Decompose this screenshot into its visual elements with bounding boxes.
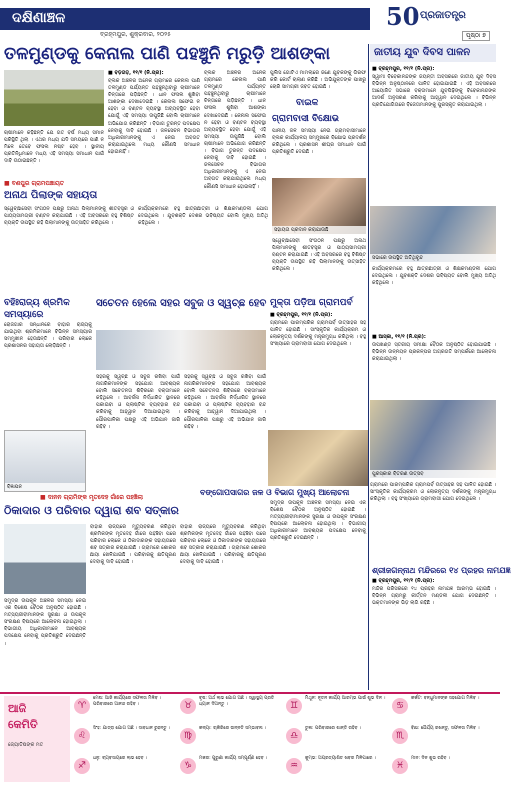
row2-mid-body: ସହରକୁ ସ୍ୱଚ୍ଛ ଓ ସବୁଜ ରଖିବା ପାଇଁ ନାଗରିକମାନଙ୍କ ସହଯୋଗ ଆବଶ୍ୟକ ବୋଲି ସଚେତନତା ଶିବିରରେ ବକ୍ତାମାନେ କହିଥିଲେ । ଆବର୍ଜନା ନିର୍ଦ୍ଧାରିତ ସ୍ଥାନରେ ପକାଇବା ଓ ପ୍ଲାଷ୍ଟିକ ବ୍ୟବହାର ବନ୍ଦ କରିବାକୁ ଆହ୍ୱାନ ଦିଆଯାଇଥିଲା । ପୌରପାଳିକା ପକ୍ଷରୁ ଏହି ଅଭିଯାନ ଜାରି ରହିବ ।	[96, 374, 180, 430]
masthead	[0, 0, 500, 40]
right-column-headline: ଜାତୀୟ ଯୁବ ଦିବସ ପାଳନ	[370, 44, 496, 62]
right-body-3: ଉପଖଣ୍ଡ ସ୍ତରୀୟ ସମୀକ୍ଷା ବୈଠକ ଅନୁଷ୍ଠିତ ହୋଇଯାଇଛି । ବିଭିନ୍ନ ଉନ୍ନୟନ ପ୍ରକଳ୍ପର ଅଗ୍ରଗତି ସମ୍ପର୍କରେ ଆଲୋଚନା କରାଯାଇଥିଲା ।	[372, 342, 496, 363]
astrology-title-1: ଆଜି	[8, 702, 27, 715]
aries-icon: ♈	[74, 698, 90, 714]
row2-left-body: ରୋଜଗାର ସନ୍ଧାନରେ ବାହାର ରାଜ୍ୟକୁ ଯାଇଥିବା ଶ୍ରମିକମାନେ ବିଭିନ୍ନ ସମସ୍ୟାର ସମ୍ମୁଖୀନ ହେଉଛନ୍ତି । ପରିବାର ଲୋକେ ପ୍ରଶାସନର ସହାୟତା ଲୋଡ଼ିଛନ୍ତି ।	[4, 322, 92, 350]
mid-body: ସ୍ୱେଚ୍ଛାସେବୀ ସଂଗଠନ ପକ୍ଷରୁ ଅନାଥ ପିଲାମାନଙ୍କୁ ଶୀତବସ୍ତ୍ର ଓ ପାଠ୍ୟସାମଗ୍ରୀ ବଣ୍ଟନ କରାଯାଇଛି । ଏହି ଅବସରରେ ବହୁ ବିଶିଷ୍ଟ ବ୍ୟକ୍ତି ଉପସ୍ଥିତ ରହି ପିଲାମାନଙ୍କୁ ଉତ୍ସାହିତ କରିଥିଲେ ।	[4, 206, 134, 227]
gemini-icon: ♊	[286, 698, 302, 714]
people-caption: ସହାୟତା ପ୍ରଦାନ କରାଯାଉଛି	[272, 226, 366, 234]
sagittarius-icon: ♐	[74, 758, 90, 774]
hall-caption: ସଭାରେ ଉପସ୍ଥିତ ଅତିଥିବୃନ୍ଦ	[370, 254, 496, 262]
row3-mid-headline: ବଙ୍ଗୋପସାଗର ଜଳ ଓ ବିଭାଗ ମୁଖ୍ୟ ଆଲୋଚନା	[200, 488, 350, 497]
row3-body: ବାହାର ରାଜ୍ୟରେ ମୃତ୍ୟୁବରଣ କରିଥିବା ଶ୍ରମିକଙ୍କ ମୃତଦେହ ଗାଁରେ ପହଞ୍ଚିବା ପରେ ପରିବାର ଲୋକେ ଓ ଠିକାଦାରଙ୍କ ସହାୟତାରେ ଶବ ସତ୍କାର କରାଯାଇଛି । ଗ୍ରାମରେ ଶୋକର ଛାୟା ଖେଳିଯାଇଛି । ପରିବାରକୁ କ୍ଷତିପୂରଣ ଦେବାକୁ ଦାବି ହୋଇଛି ।	[90, 524, 176, 566]
astrology-title-2: କେମିତି	[8, 718, 38, 731]
taurus-icon: ♉	[180, 698, 196, 714]
paper-name: ପ୍ରଜାତନ୍ତ୍ର	[420, 10, 466, 21]
crime-body: ପୁଲିସ ଗୋଟିଏ ମାମଲାରେ ଜଣେ ଯୁବକଙ୍କୁ ଗିରଫ କରି କୋର୍ଟ ଚାଲାଣ କରିଛି । ଅଭିଯୁକ୍ତଙ୍କ ପାଖରୁ ଚୋରି ସାମଗ୍ରୀ ଜବତ ହୋଇଛି ।	[270, 70, 366, 91]
scorpio-icon: ♏	[392, 728, 408, 744]
sign-scorpio	[392, 726, 493, 754]
sign-taurus	[180, 696, 281, 724]
group-photo	[268, 430, 368, 486]
row2-byline: ■ ବ୍ରହ୍ମପୁର, ୧୧/୧ (ନି.ପ୍ର):	[270, 312, 333, 318]
row3-right-headline: ଶ୍ରୀଜଗନ୍ନାଥ ମନ୍ଦିରରେ ୧୪ ପ୍ରହର ନାମଯଜ୍ଞ	[372, 566, 511, 575]
jubilee-logo: 50	[386, 2, 420, 31]
row2-mid-headline: ସଚେତନ ହେଲେ ସହର ସବୁଜ ଓ ସ୍ୱଚ୍ଛ ହେବ	[96, 298, 267, 309]
row3-headline: ଠିକାଦାର ଓ ପରିବାର ଦ୍ୱାରା ଶବ ସତ୍କାର	[4, 504, 179, 517]
sign-text: ମକର: ପୁରୁଣା କାର୍ଯ୍ୟ ସମ୍ପୂର୍ଣ୍ଣ ହେବ ।	[199, 756, 268, 761]
row2-left-headline-2: ସମସ୍ୟାରେ	[4, 310, 44, 320]
astrology-subtitle: ଜ୍ୟୋତିଷଙ୍କ ମତ	[8, 742, 44, 748]
promo-caption: ବିଜ୍ଞାପନ	[5, 483, 85, 491]
sign-cancer	[392, 696, 493, 724]
page-number: ପୃଷ୍ଠା ୭	[462, 31, 490, 41]
row3-byline: ■ ବ୍ରହ୍ମପୁର, ୧୧/୧ (ନି.ପ୍ର):	[372, 578, 435, 584]
sign-libra	[286, 726, 387, 754]
row3-right-body: ମନ୍ଦିର ପରିସରରେ ୧୪ ପ୍ରହର ନାମଯଜ୍ଞ ଆରମ୍ଭ ହୋଇଛି । ବିଭିନ୍ନ ଗ୍ରାମରୁ କୀର୍ତ୍ତନ ମଣ୍ଡଳୀ ଯୋଗ ଦେଇଛନ୍ତି । ଭକ୍ତମାନଙ୍କ ଭିଡ଼ ଲାଗି ରହିଛି ।	[372, 586, 496, 607]
sign-text: ଧନୁ: ବ୍ୟବସାୟରେ ଲାଭ ହେବ ।	[93, 756, 148, 761]
ceremony-photo	[370, 400, 496, 478]
sign-aries	[74, 696, 175, 724]
aquarius-icon: ♒	[286, 758, 302, 774]
row3-body-2: ସମୁଦ୍ର ଉପକୂଳ ଅଞ୍ଚଳର ସମସ୍ୟା ନେଇ ଏକ ବିଶେଷ ବୈଠକ ଅନୁଷ୍ଠିତ ହୋଇଛି । ମତ୍ସ୍ୟଜୀବୀମାନଙ୍କ ସୁରକ୍ଷା ଓ ଉପକୂଳ ସଂରକ୍ଷଣ ବିଷୟରେ ଆଲୋଚନା ହୋଇଥିଲା । ବିଭାଗୀୟ ଅଧିକାରୀମାନେ ଆବଶ୍ୟକ ପଦକ୍ଷେପ ନେବାକୁ ପ୍ରତିଶ୍ରୁତି ଦେଇଛନ୍ତି ।	[4, 598, 86, 647]
sign-text: ମୀନ: ଦିନ ଶୁଭ ରହିବ ।	[411, 756, 450, 761]
mid-body-3: ସ୍ୱେଚ୍ଛାସେବୀ ସଂଗଠନ ପକ୍ଷରୁ ଅନାଥ ପିଲାମାନଙ୍କୁ ଶୀତବସ୍ତ୍ର ଓ ପାଠ୍ୟସାମଗ୍ରୀ ବଣ୍ଟନ କରାଯାଇଛି । ଏହି ଅବସରରେ ବହୁ ବିଶିଷ୍ଟ ବ୍ୟକ୍ତି ଉପସ୍ଥିତ ରହି ପିଲାମାନଙ୍କୁ ଉତ୍ସାହିତ କରିଥିଲେ ।	[272, 238, 366, 273]
row3-mid-body: ସମୁଦ୍ର ଉପକୂଳ ଅଞ୍ଚଳର ସମସ୍ୟା ନେଇ ଏକ ବିଶେଷ ବୈଠକ ଅନୁଷ୍ଠିତ ହୋଇଛି । ମତ୍ସ୍ୟଜୀବୀମାନଙ୍କ ସୁରକ୍ଷା ଓ ଉପକୂଳ ସଂରକ୍ଷଣ ବିଷୟରେ ଆଲୋଚନା ହୋଇଥିଲା । ବିଭାଗୀୟ ଅଧିକାରୀମାନେ ଆବଶ୍ୟକ ପଦକ୍ଷେପ ନେବାକୁ ପ୍ରତିଶ୍ରୁତି ଦେଇଛନ୍ତି ।	[270, 500, 366, 542]
mid-headline: ଅନାଥ ପିଲାଙ୍କ ସହାୟତା	[4, 190, 98, 201]
mid-label: ■ ବଣପୁର ଗ୍ରାମପଞ୍ଚାୟତ	[4, 180, 65, 187]
sub-head-bike: ବାଇକ	[296, 98, 319, 108]
right-body-2: କାର୍ଯ୍ୟକ୍ରମରେ ବହୁ ଛାତ୍ରଛାତ୍ରୀ ଓ ଶିକ୍ଷକମଣ୍ଡଳୀ ଯୋଗ ଦେଇଥିଲେ । ଯୁବଶକ୍ତି ଦେଶର ଭବିଷ୍ୟତ ବୋଲି ମୁଖ୍ୟ ଅତିଥି କହିଥିଲେ ।	[372, 266, 496, 287]
sign-text: କୁମ୍ଭ: ଅପ୍ରତ୍ୟାଶିତ ଖବର ମିଳିପାରେ ।	[305, 756, 376, 761]
section-band	[0, 8, 370, 30]
sign-text: ମେଷ: ଆଜି କାର୍ଯ୍ୟରେ ସଫଳତା ମିଳିବ । ପରିବାରରେ ଆନନ୍ଦ ରହିବ ।	[93, 696, 162, 707]
sub-head-protest: ଗ୍ରାମବାସୀ ବିକ୍ଷୋଭ	[272, 114, 340, 124]
dateline	[0, 30, 500, 40]
section-title: ଦକ୍ଷିଣାଞ୍ଚଳ	[12, 10, 66, 26]
lead-body-2: ଚାଷୀମାନେ କହିଛନ୍ତି ଯେ ଗତ ବର୍ଷ ମଧ୍ୟ ସମାନ ପରିସ୍ଥିତି ଥିଲା । ଏଥର ମଧ୍ୟ ଯଦି ସମୟରେ ପାଣି ନ ମିଳେ ତେବେ ଫସଲ ନଷ୍ଟ ହେବ । ସ୍ଥାନୀୟ ପ୍ରତିନିଧିମାନେ ମଧ୍ୟ ଏହି ସମସ୍ୟା ସମାଧାନ ପାଇଁ ଦାବି ଉଠାଇଛନ୍ତି ।	[4, 130, 104, 165]
row2-mid-body-2: ସହରକୁ ସ୍ୱଚ୍ଛ ଓ ସବୁଜ ରଖିବା ପାଇଁ ନାଗରିକମାନଙ୍କ ସହଯୋଗ ଆବଶ୍ୟକ ବୋଲି ସଚେତନତା ଶିବିରରେ ବକ୍ତାମାନେ କହିଥିଲେ । ଆବର୍ଜନା ନିର୍ଦ୍ଧାରିତ ସ୍ଥାନରେ ପକାଇବା ଓ ପ୍ଲାଷ୍ଟିକ ବ୍ୟବହାର ବନ୍ଦ କରିବାକୁ ଆହ୍ୱାନ ଦିଆଯାଇଥିଲା । ପୌରପାଳିକା ପକ୍ଷରୁ ଏହି ଅଭିଯାନ ଜାରି ରହିବ ।	[184, 374, 266, 430]
row3-label: ■ ଦାନନ ଗ୍ରାମିଙ୍କ ମୃତଦେହ ଗାଁରେ ପହଞ୍ଚିଲା	[40, 494, 144, 501]
sign-gemini	[286, 696, 387, 724]
lead-byline: ■ ବଡ଼ଗଡ଼, ୧୧/୧ (ନି.ପ୍ର):	[108, 70, 164, 76]
row2-right-body-2: ଗ୍ରାମରେ ପାରମ୍ପରିକ ଗ୍ରାମପର୍ବ ଉତ୍ସାହର ସହ ପାଳିତ ହୋଇଛି । ସାଂସ୍କୃତିକ କାର୍ଯ୍ୟକ୍ରମ ଓ ଲୋକନୃତ୍ୟ ଦର୍ଶକଙ୍କୁ ମନ୍ତ୍ରମୁଗ୍ଧ କରିଥିଲା । ବହୁ ସଂଖ୍ୟାରେ ଗ୍ରାମବାସୀ ଯୋଗ ଦେଇଥିଲେ ।	[370, 482, 496, 503]
sign-virgo	[180, 726, 281, 754]
ceremony-caption: ପୁରସ୍କାର ବିତରଣ ଉତ୍ସବ	[370, 470, 496, 478]
hall-photo	[370, 206, 496, 262]
cancer-icon: ♋	[392, 698, 408, 714]
sign-text: ତୁଳା: ପରିବାରରେ ଶାନ୍ତି ରହିବ ।	[305, 726, 362, 731]
leo-icon: ♌	[74, 728, 90, 744]
sign-text: ବିଛା: ଧୈର୍ଯ୍ୟ ରଖନ୍ତୁ, ସଫଳତା ମିଳିବ ।	[411, 726, 480, 731]
right-body: ସ୍ୱାମୀ ବିବେକାନନ୍ଦଙ୍କ ଜୟନ୍ତୀ ଅବସରରେ ଜାତୀୟ ଯୁବ ଦିବସ ବିଭିନ୍ନ ଅନୁଷ୍ଠାନରେ ପାଳିତ ହୋଇଯାଇଛି । ଏହି ଅବସରରେ ଆୟୋଜିତ ସଭାରେ ବକ୍ତାମାନେ ଯୁବପିଢ଼ିଙ୍କୁ ବିବେକାନନ୍ଦଙ୍କ ଆଦର୍ଶ ଅନୁସରଣ କରିବାକୁ ଆହ୍ୱାନ ଦେଇଥିଲେ । ବିଭିନ୍ନ ପ୍ରତିଯୋଗିତାରେ ବିଜେତାମାନଙ୍କୁ ପୁରସ୍କୃତ କରାଯାଇଥିଲା ।	[372, 74, 496, 109]
sign-leo	[74, 726, 175, 754]
sign-aquarius	[286, 756, 387, 784]
pisces-icon: ♓	[392, 758, 408, 774]
sign-text: କନ୍ୟା: ଚାକିରିରେ ଉନ୍ନତି ସମ୍ଭାବନା ।	[199, 726, 267, 731]
van-photo	[4, 524, 86, 594]
lead-body-3: ବ୍ଲକ ଅଞ୍ଚଳର ଅନେକ ଗ୍ରାମରେ କେନାଲ ପାଣି ତଳମୁଣ୍ଡ ପର୍ଯ୍ୟନ୍ତ ପହଞ୍ଚୁନଥିବାରୁ ଚାଷୀମାନେ ଚିନ୍ତାରେ ପଡ଼ିଛନ୍ତି । ଧାନ ଫସଲ ଶୁଖିବା ଆଶଙ୍କା ଦେଖାଦେଇଛି । କେନାଲ ସଫେଇ ନ ହେବା ଓ ବଣ୍ଟନ ବ୍ୟବସ୍ଥା ଅବ୍ୟବସ୍ଥିତ ହେବା ଯୋଗୁଁ ଏହି ସମସ୍ୟା ଉପୁଜିଛି ବୋଲି ଚାଷୀମାନେ ଅଭିଯୋଗ କରିଛନ୍ତି । ବିଭାଗ ତୁରନ୍ତ ପଦକ୍ଷେପ ନେବାକୁ ଦାବି ହୋଇଛି । ଜଳସେଚନ ବିଭାଗର ଅଧିକାରୀମାନଙ୍କୁ ଏ ନେଇ ଅବଗତ କରାଯାଇଥିଲେ ମଧ୍ୟ କୌଣସି ସମାଧାନ ହୋଇନାହିଁ ।	[204, 70, 266, 190]
mid-body-2: କାର୍ଯ୍ୟକ୍ରମରେ ବହୁ ଛାତ୍ରଛାତ୍ରୀ ଓ ଶିକ୍ଷକମଣ୍ଡଳୀ ଯୋଗ ଦେଇଥିଲେ । ଯୁବଶକ୍ତି ଦେଶର ଭବିଷ୍ୟତ ବୋଲି ମୁଖ୍ୟ ଅତିଥି କହିଥିଲେ ।	[138, 206, 268, 227]
sign-capricorn	[180, 756, 281, 784]
sign-pisces	[392, 756, 493, 784]
astrology-title-box	[4, 696, 70, 782]
row2-right-headline: ମୁକ୍ତା ପଡ଼ିଆ ଗ୍ରାମପର୍ବ	[270, 298, 353, 308]
right-byline-2: ■ ଆସ୍କା, ୧୧/୧ (ନି.ପ୍ର):	[372, 334, 426, 340]
field-photo	[4, 70, 104, 126]
row2-left-headline: ବହିଃରାଜ୍ୟ ଶ୍ରମିକ	[4, 298, 70, 308]
sign-text: ସିଂହ: ଯାତ୍ରା ଯୋଗ ଅଛି । ସାବଧାନ ରୁହନ୍ତୁ ।	[93, 726, 171, 731]
lead-headline: ତଳମୁଣ୍ଡକୁ କେନାଲ ପାଣି ପହଞ୍ଚୁନି ମରୁଡ଼ି ଆଶଙ୍କା	[4, 44, 331, 64]
row3-body-3: ବାହାର ରାଜ୍ୟରେ ମୃତ୍ୟୁବରଣ କରିଥିବା ଶ୍ରମିକଙ୍କ ମୃତଦେହ ଗାଁରେ ପହଞ୍ଚିବା ପରେ ପରିବାର ଲୋକେ ଓ ଠିକାଦାରଙ୍କ ସହାୟତାରେ ଶବ ସତ୍କାର କରାଯାଇଛି । ଗ୍ରାମରେ ଶୋକର ଛାୟା ଖେଳିଯାଇଛି । ପରିବାରକୁ କ୍ଷତିପୂରଣ ଦେବାକୁ ଦାବି ହୋଇଛି ।	[180, 524, 266, 566]
right-byline: ■ ବ୍ରହ୍ମପୁର, ୧୧/୧ (ନି.ପ୍ର):	[372, 66, 435, 72]
row2-right-body: ଗ୍ରାମରେ ପାରମ୍ପରିକ ଗ୍ରାମପର୍ବ ଉତ୍ସାହର ସହ ପାଳିତ ହୋଇଛି । ସାଂସ୍କୃତିକ କାର୍ଯ୍ୟକ୍ରମ ଓ ଲୋକନୃତ୍ୟ ଦର୍ଶକଙ୍କୁ ମନ୍ତ୍ରମୁଗ୍ଧ କରିଥିଲା । ବହୁ ସଂଖ୍ୟାରେ ଗ୍ରାମବାସୀ ଯୋଗ ଦେଇଥିଲେ ।	[270, 320, 366, 348]
sign-text: ବୃଷ: ଅର୍ଥ ଲାଭ ଯୋଗ ଅଛି । ସ୍ୱାସ୍ଥ୍ୟ ପ୍ରତି ଧ୍ୟାନ ଦିଅନ୍ତୁ ।	[199, 696, 275, 707]
meeting-photo	[96, 330, 266, 370]
place-date: ବ୍ରହ୍ମପୁର, ଶୁକ୍ରବାର, ୨୦୨୫	[100, 31, 171, 38]
promo-photo	[4, 430, 86, 492]
virgo-icon: ♍	[180, 728, 196, 744]
sign-text: କର୍କଟ: ବନ୍ଧୁମାନଙ୍କ ସହଯୋଗ ମିଳିବ ।	[411, 696, 480, 701]
column-rule	[368, 44, 369, 690]
protest-body: ପାନୀୟ ଜଳ ସମସ୍ୟା ନେଇ ଗ୍ରାମବାସୀମାନେ ବ୍ଲକ କାର୍ଯ୍ୟାଳୟ ସମ୍ମୁଖରେ ବିକ୍ଷୋଭ ପ୍ରଦର୍ଶନ କରିଥିଲେ । ପ୍ରଶାସନ ଶୀଘ୍ର ସମାଧାନ ପାଇଁ ପ୍ରତିଶ୍ରୁତି ଦେଇଛି ।	[272, 128, 366, 156]
lead-body: ବ୍ଲକ ଅଞ୍ଚଳର ଅନେକ ଗ୍ରାମରେ କେନାଲ ପାଣି ତଳମୁଣ୍ଡ ପର୍ଯ୍ୟନ୍ତ ପହଞ୍ଚୁନଥିବାରୁ ଚାଷୀମାନେ ଚିନ୍ତାରେ ପଡ଼ିଛନ୍ତି । ଧାନ ଫସଲ ଶୁଖିବା ଆଶଙ୍କା ଦେଖାଦେଇଛି । କେନାଲ ସଫେଇ ନ ହେବା ଓ ବଣ୍ଟନ ବ୍ୟବସ୍ଥା ଅବ୍ୟବସ୍ଥିତ ହେବା ଯୋଗୁଁ ଏହି ସମସ୍ୟା ଉପୁଜିଛି ବୋଲି ଚାଷୀମାନେ ଅଭିଯୋଗ କରିଛନ୍ତି । ବିଭାଗ ତୁରନ୍ତ ପଦକ୍ଷେପ ନେବାକୁ ଦାବି ହୋଇଛି । ଜଳସେଚନ ବିଭାଗର ଅଧିକାରୀମାନଙ୍କୁ ଏ ନେଇ ଅବଗତ କରାଯାଇଥିଲେ ମଧ୍ୟ କୌଣସି ସମାଧାନ ହୋଇନାହିଁ ।	[108, 78, 200, 155]
sign-text: ମିଥୁନ: ନୂତନ କାର୍ଯ୍ୟ ଆରମ୍ଭ ପାଇଁ ଶୁଭ ଦିନ ।	[305, 696, 386, 701]
libra-icon: ♎	[286, 728, 302, 744]
people-photo	[272, 178, 366, 234]
sign-sagittarius	[74, 756, 175, 784]
capricorn-icon: ♑	[180, 758, 196, 774]
